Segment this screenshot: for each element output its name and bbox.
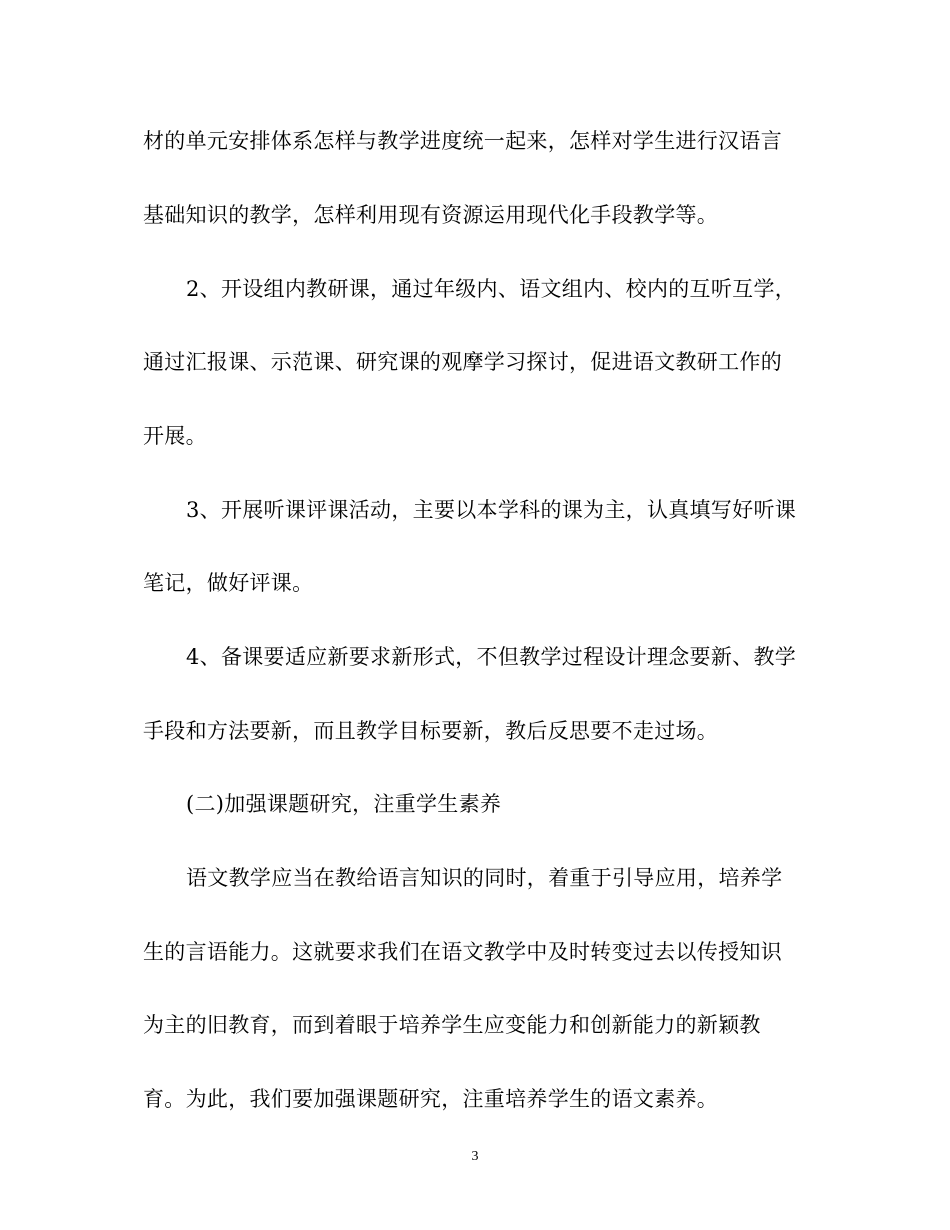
text-line: 为主的旧教育，而到着眼于培养学生应变能力和创新能力的新颖教 [143, 1013, 761, 1037]
text-line: 基础知识的教学，怎样利用现有资源运用现代化手段教学等。 [143, 203, 719, 227]
paragraph-item-2: 2、开设组内教研课，通过年级内、语文组内、校内的互听互学， [186, 277, 797, 301]
paragraph-item-3: 3、开展听课评课活动，主要以本学科的课为主，认真填写好听课 [186, 498, 797, 522]
text-line: 笔记，做好评课。 [143, 571, 314, 595]
text-line: 手段和方法要新，而且教学目标要新，教后反思要不走过场。 [143, 719, 719, 743]
text-line: 通过汇报课、示范课、研究课的观摩学习探讨，促进语文教研工作的 [143, 350, 782, 374]
text-line: 生的言语能力。这就要求我们在语文教学中及时转变过去以传授知识 [143, 940, 782, 964]
text-line: 材的单元安排体系怎样与教学进度统一起来，怎样对学生进行汉语言 [143, 129, 782, 153]
text-line: 育。为此，我们要加强课题研究，注重培养学生的语文素养。 [143, 1087, 719, 1111]
section-heading: (二)加强课题研究，注重学生素养 [186, 792, 502, 816]
paragraph-start: 语文教学应当在教给语言知识的同时，着重于引导应用，培养学 [186, 866, 783, 890]
paragraph-item-4: 4、备课要适应新要求新形式，不但教学过程设计理念要新、教学 [186, 645, 797, 669]
text-line: 开展。 [143, 424, 207, 448]
page-number: 3 [471, 1149, 479, 1164]
